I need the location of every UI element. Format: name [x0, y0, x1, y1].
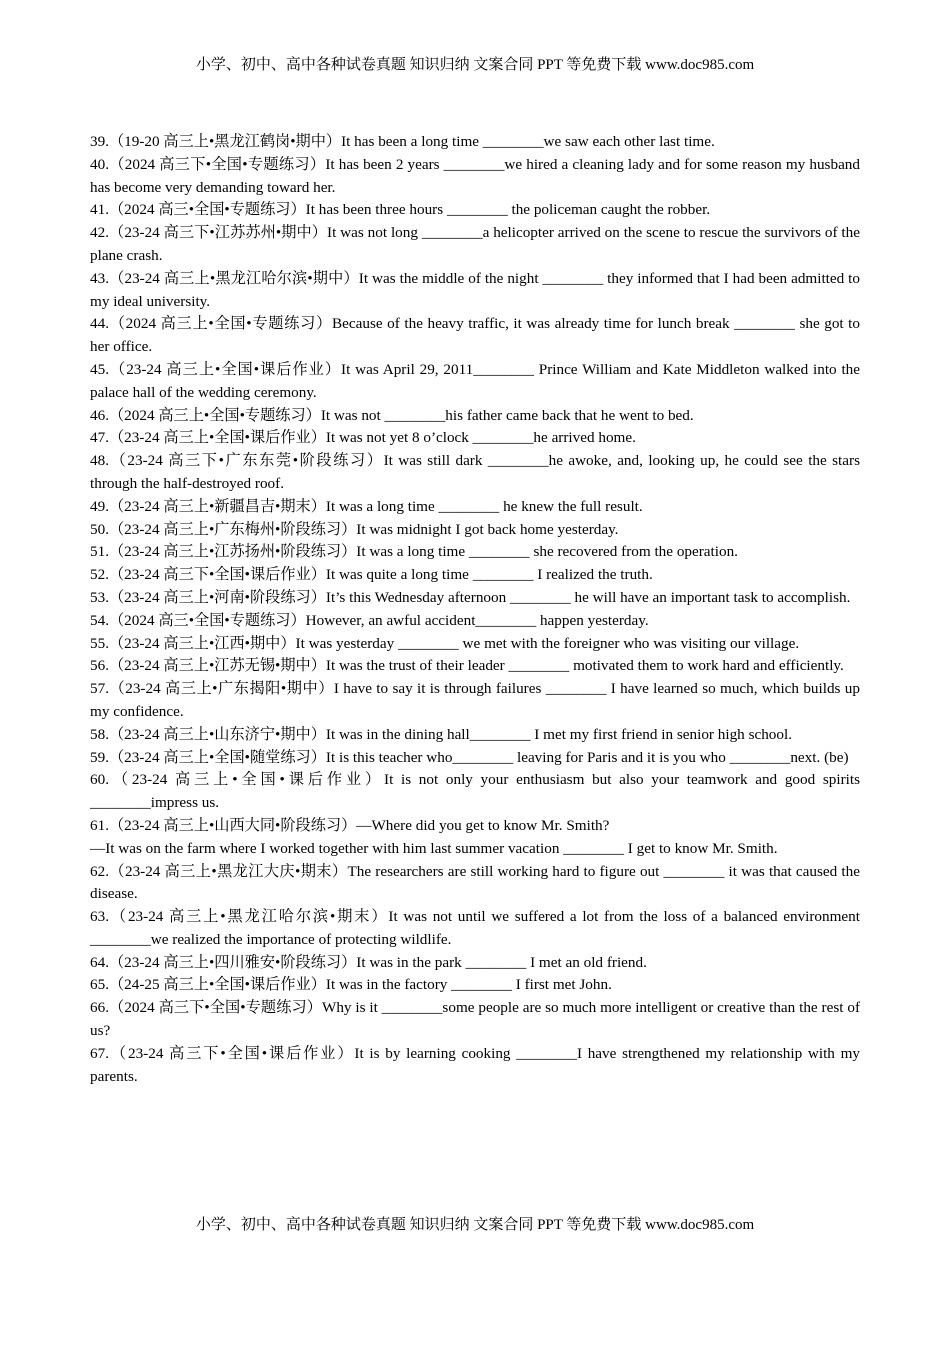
question-53: 53.（23-24 高三上•河南•阶段练习）It’s this Wednesday afternoon ________ he will have an important task to accomplish. — [90, 588, 851, 606]
question-62: 62.（23-24 高三上•黑龙江大庆•期末）The researchers are still working hard to figure out ________ it was that caused the disease. — [90, 862, 860, 903]
question-57: 57.（23-24 高三上•广东揭阳•期中）I have to say it is through failures ________ I have learned so much, which builds up my confidence. — [90, 680, 860, 720]
question-55: 55.（23-24 高三上•江西•期中）It was yesterday ________ we met with the foreigner who was visiting our village. — [90, 634, 800, 652]
question-65: 65.（24-25 高三上•全国•课后作业）It was in the factory ________ I first met John. — [90, 976, 612, 994]
question-52: 52.（23-24 高三下•全国•课后作业）It was quite a long time ________ I realized the truth. — [90, 566, 653, 584]
question-44: 44.（2024 高三上•全国•专题练习）Because of the heavy traffic, it was already time for lunch break ________ she got to her office. — [90, 315, 860, 356]
question-56: 56.（23-24 高三上•江苏无锡•期中）It was the trust of their leader ________ motivated them to work hard and efficiently. — [90, 657, 844, 675]
question-39: 39.（19-20 高三上•黑龙江鹤岗•期中）It has been a long time ________we saw each other last time. — [90, 133, 715, 150]
question-61-answer-line: —It was on the farm where I worked together with him last summer vacation ________ I get to know Mr. Smith. — [90, 839, 778, 857]
question-42: 42.（23-24 高三下•江苏苏州•期中）It was not long ________a helicopter arrived on the scene to rescue the survivors of the plane crash. — [90, 224, 860, 264]
question-66: 66.（2024 高三下•全国•专题练习）Why is it ________some people are so much more intelligent or creative than the rest of us? — [90, 999, 860, 1040]
question-63: 63.（23-24 高三上•黑龙江哈尔滨•期末）It was not until we suffered a lot from the loss of a balanced environment ________we realized the importance of protecting wildlife. — [90, 908, 860, 948]
question-59: 59.（23-24 高三上•全国•随堂练习）It is this teacher who________ leaving for Paris and it is you who ________next. (be) — [90, 748, 849, 766]
question-46: 46.（2024 高三上•全国•专题练习）It was not ________his father came back that he went to bed. — [90, 406, 694, 424]
question-41: 41.（2024 高三•全国•专题练习）It has been three hours ________ the policeman caught the robber. — [90, 201, 711, 219]
question-50: 50.（23-24 高三上•广东梅州•阶段练习）It was midnight I got back home yesterday. — [90, 520, 619, 538]
question-48: 48.（23-24 高三下•广东东莞•阶段练习）It was still dark ________he awoke, and, looking up, he could see the stars through the half-destroyed roof. — [90, 452, 860, 492]
question-47: 47.（23-24 高三上•全国•课后作业）It was not yet 8 o’clock ________he arrived home. — [90, 429, 636, 447]
question-64: 64.（23-24 高三上•四川雅安•阶段练习）It was in the park ________ I met an old friend. — [90, 953, 647, 971]
question-list — [90, 131, 860, 1088]
question-51: 51.（23-24 高三上•江苏扬州•阶段练习）It was a long time ________ she recovered from the operation. — [90, 543, 738, 561]
question-67: 67.（23-24 高三下•全国•课后作业）It is by learning cooking ________I have strengthened my relationship with my parents. — [90, 1044, 860, 1085]
page-header: 小学、初中、高中各种试卷真题 知识归纳 文案合同 PPT 等免费下载 www.doc985.com — [195, 57, 755, 73]
question-58: 58.（23-24 高三上•山东济宁•期中）It was in the dining hall________ I met my first friend in senior high school. — [90, 725, 793, 743]
question-45: 45.（23-24 高三上•全国•课后作业）It was April 29, 2011________ Prince William and Kate Middleton walked into the palace hall of the wedding ceremony. — [90, 360, 860, 401]
question-40: 40.（2024 高三下•全国•专题练习）It has been 2 years ________we hired a cleaning lady and for some reason my husband has become very demanding toward her. — [90, 155, 860, 196]
question-54: 54.（2024 高三•全国•专题练习）However, an awful accident________ happen yesterday. — [90, 611, 649, 629]
question-61: 61.（23-24 高三上•山西大同•阶段练习）—Where did you get to know Mr. Smith? — [90, 816, 610, 834]
page-footer: 小学、初中、高中各种试卷真题 知识归纳 文案合同 PPT 等免费下载 www.doc985.com — [195, 1217, 755, 1233]
question-49: 49.（23-24 高三上•新疆昌吉•期末）It was a long time ________ he knew the full result. — [90, 497, 643, 515]
question-43: 43.（23-24 高三上•黑龙江哈尔滨•期中）It was the middle of the night ________ they informed that I had been admitted to my ideal university. — [90, 269, 860, 310]
question-60: 60.（23-24 高三上•全国•课后作业）It is not only your enthusiasm but also your teamwork and good spirits ________impress us. — [90, 771, 860, 812]
